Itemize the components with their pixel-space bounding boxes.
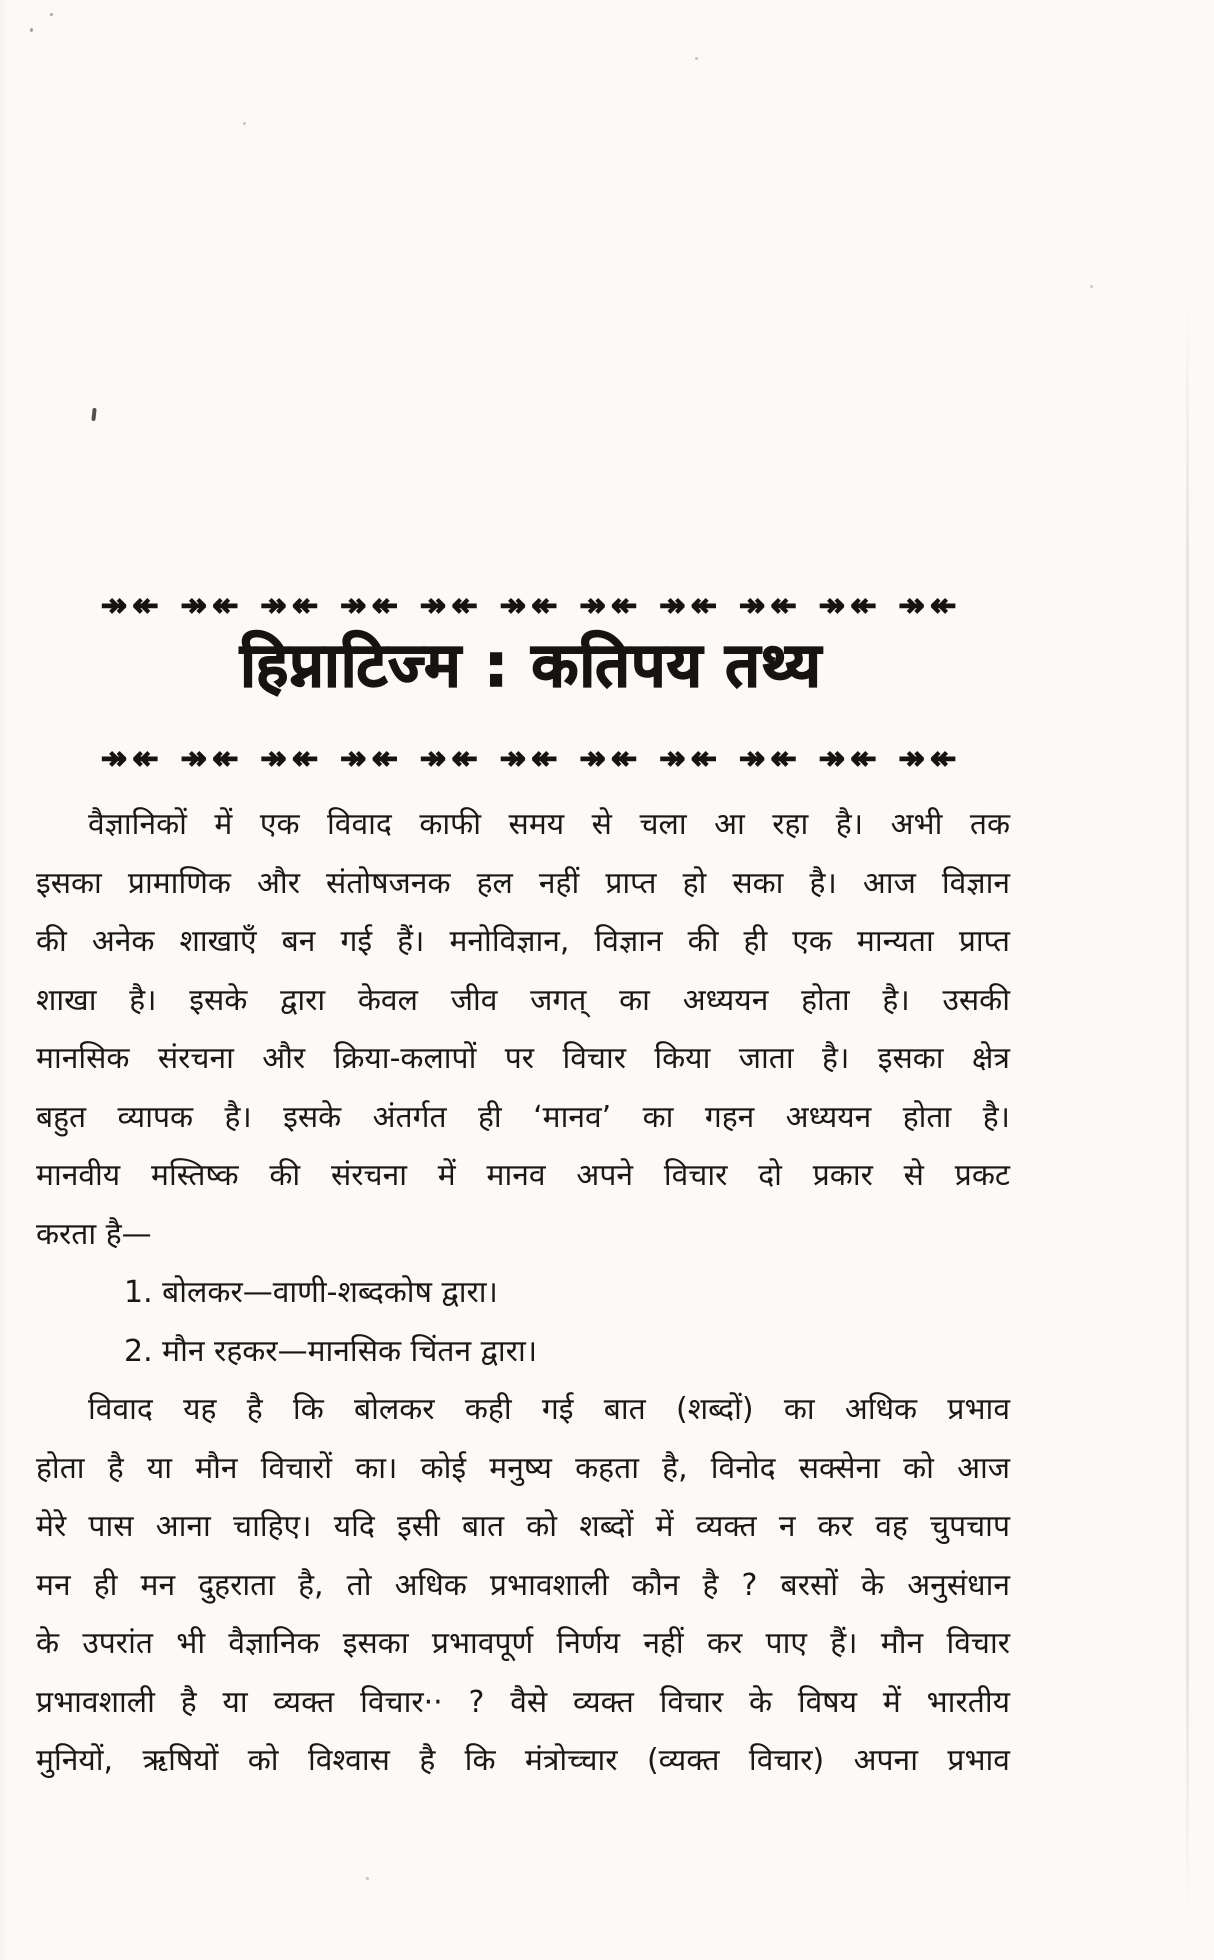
body-line: के उपरांत भी वैज्ञानिक इसका प्रभावपूर्ण निर्णय नहीं कर पाए हैं। मौन विचार (36, 1626, 1010, 1661)
body-line: मानवीय मस्तिष्क की संरचना में मानव अपने विचार दो प्रकार से प्रकट (36, 1158, 1010, 1193)
body-line: बहुत व्यापक है। इसके अंतर्गत ही ‘मानव’ का गहन अध्ययन होता है। (36, 1099, 1010, 1135)
numbered-item-1: 1. बोलकर—वाणी-शब्दकोष द्वारा। (124, 1275, 498, 1310)
scan-speck (243, 122, 246, 125)
body-line: मेरे पास आना चाहिए। यदि इसी बात को शब्दों में व्यक्त न कर वह चुपचाप (36, 1509, 1010, 1544)
ornament-divider-top: ↠↞ ↠↞ ↠↞ ↠↞ ↠↞ ↠↞ ↠↞ ↠↞ ↠↞ ↠↞ ↠↞ (100, 586, 962, 624)
body-line: मन ही मन दुहराता है, तो अधिक प्रभावशाली कौन है ? बरसों के अनुसंधान (36, 1567, 1010, 1603)
body-line: मानसिक संरचना और क्रिया-कलापों पर विचार किया जाता है। इसका क्षेत्र (36, 1041, 1010, 1076)
scan-speck (1090, 285, 1093, 288)
body-line: होता है या मौन विचारों का। कोई मनुष्य कहता है, विनोद सक्सेना को आज (36, 1450, 1010, 1486)
numbered-item-2: 2. मौन रहकर—मानसिक चिंतन द्वारा। (124, 1333, 538, 1369)
body-line: वैज्ञानिकों में एक विवाद काफी समय से चला आ रहा है। अभी तक (88, 807, 1010, 842)
body-line: करता है— (36, 1216, 152, 1252)
stray-ink-mark (91, 408, 96, 421)
body-line: इसका प्रामाणिक और संतोषजनक हल नहीं प्राप्त हो सका है। आज विज्ञान (36, 865, 1010, 901)
scan-speck (50, 13, 53, 16)
body-line: मुनियों, ऋषियों को विश्वास है कि मंत्रोच्चार (व्यक्त विचार) अपना प्रभाव (36, 1743, 1010, 1778)
body-line: विवाद यह है कि बोलकर कही गई बात (शब्दों) का अधिक प्रभाव (88, 1392, 1010, 1427)
scan-speck (366, 1877, 369, 1880)
body-line: प्रभावशाली है या व्यक्त विचार·· ? वैसे व्यक्त विचार के विषय में भारतीय (36, 1684, 1010, 1720)
page-left-edge (0, 0, 6, 1960)
scan-speck (30, 28, 33, 32)
body-line: शाखा है। इसके द्वारा केवल जीव जगत् का अध्ययन होता है। उसकी (36, 982, 1010, 1018)
page-edge-shadow (1186, 300, 1189, 1920)
chapter-title: हिप्नाटिज्म : कतिपय तथ्य (240, 630, 822, 701)
ornament-divider-bottom: ↠↞ ↠↞ ↠↞ ↠↞ ↠↞ ↠↞ ↠↞ ↠↞ ↠↞ ↠↞ ↠↞ (100, 739, 962, 777)
scan-speck (695, 57, 698, 60)
body-text (36, 796, 1010, 1791)
body-line: की अनेक शाखाएँ बन गई हैं। मनोविज्ञान, विज्ञान की ही एक मान्यता प्राप्त (36, 924, 1010, 959)
